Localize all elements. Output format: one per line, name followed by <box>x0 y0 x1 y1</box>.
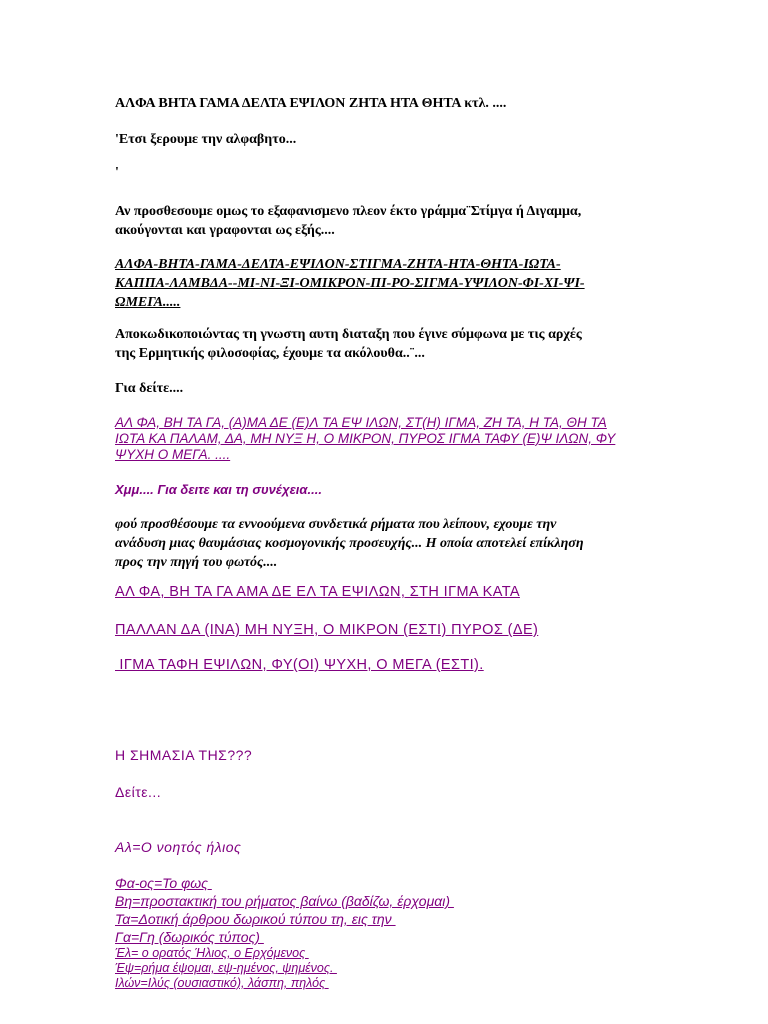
intro-line: ακούγονται και γραφονται ως εξής.... <box>115 223 335 238</box>
prayer-intro-line: φού προσθέσουμε τα εννοούμενα συνδετικά ρήματα που λείπουν, εχουμε την <box>115 517 557 532</box>
split-line: ΙΩΤΑ ΚΑ ΠΑΛΑΜ, ΔΑ, ΜΗ ΝΥΞ Η, Ο ΜΙΚΡΟΝ, ΠΥΡΟΣ ΙΓΜΑ ΤΑΦΥ (Ε)Ψ ΙΛΩΝ, ΦΥ <box>115 431 616 446</box>
glossary-item: Έλ= ο ορατός Ήλιος, ο Ερχόμενος <box>115 946 309 960</box>
hmm-line: Χμμ.... Για δειτε και τη συνέχεια.... <box>115 482 322 497</box>
alphabet-line: ΑΛΦΑ ΒΗΤΑ ΓΑΜΑ ΔΕΛΤΑ ΕΨΙΛΟΝ ΖΗΤΑ ΗΤΑ ΘΗΤΑ κτλ. .... <box>115 96 507 111</box>
split-line: ΑΛ ΦΑ, ΒΗ ΤΑ ΓΑ, (Α)ΜΑ ΔΕ (Ε)Λ ΤΑ ΕΨ ΙΛΩΝ, ΣΤ(Η) ΙΓΜΑ, ΖΗ ΤΑ, Η ΤΑ, ΘΗ ΤΑ <box>115 415 607 430</box>
glossary-item: Έψ=ρήμα έψομαι, εψ-ημένος, ψημένος. <box>115 961 337 975</box>
al-definition: Αλ=Ο νοητός ήλιος <box>115 839 242 855</box>
meaning-heading: Η ΣΗΜΑΣΙΑ ΤΗΣ??? <box>115 747 253 763</box>
glossary-item: Ιλών=Ιλύς (ουσιαστικό), λάσπη, πηλός <box>115 976 329 990</box>
see-short-label: Δείτε... <box>115 784 162 800</box>
apostrophe-mark: ' <box>115 165 119 180</box>
decoding-line: Αποκωδικοποιώντας τη γνωστη αυτη διαταξη που έγινε σύμφωνα με τις αρχές <box>115 327 582 342</box>
intro-paragraph <box>115 202 645 240</box>
intro-line: Αν προσθεσουμε ομως το εξαφανισμενο πλεον έκτο γράμμα¨Στίμγα ή Διγαμμα, <box>115 204 582 219</box>
prayer-intro-line: προς την πηγή του φωτός.... <box>115 555 278 570</box>
full-alphabet-line: ΩΜΕΓΑ..... <box>115 295 181 310</box>
prayer-verse-3: ΙΓΜΑ ΤΑΦΗ ΕΨΙΛΩΝ, ΦΥ(ΟΙ) ΨΥΧΗ, Ο ΜΕΓΑ (ΕΣΤΙ). <box>115 657 484 673</box>
glossary-item: Φα-ος=Το φως <box>115 875 212 891</box>
prayer-verse-2: ΠΑΛΛΑΝ ΔΑ (ΙΝΑ) ΜΗ ΝΥΞΗ, Ο ΜΙΚΡΟΝ (ΕΣΤΙ) ΠΥΡΟΣ (ΔΕ) <box>115 622 539 638</box>
split-words-paragraph <box>115 415 675 463</box>
full-alphabet-paragraph <box>115 255 645 312</box>
known-alphabet-line: 'Ετσι ξερουμε την αλφαβητο... <box>115 132 297 147</box>
split-line: ΨΥΧΗ Ο ΜΕΓΑ. .... <box>115 447 231 462</box>
glossary-list <box>115 874 645 991</box>
see-label: Για δείτε.... <box>115 381 184 396</box>
glossary-item: Βη=προστακτική του ρήματος βαίνω (βαδίζω, έρχομαι) <box>115 893 454 909</box>
decoding-line: της Ερμητικής φιλοσοφίας, έχουμε τα ακόλουθα..¨... <box>115 346 425 361</box>
glossary-item: Γα=Γη (δωρικός τύπος) <box>115 929 264 945</box>
prayer-intro-paragraph <box>115 515 675 572</box>
full-alphabet-line: ΚΑΠΠΑ-ΛΑΜΒΔΑ--ΜΙ-ΝΙ-ΞΙ-ΟΜΙΚΡΟΝ-ΠΙ-ΡΟ-ΣΙΓΜΑ-ΥΨΙΛΟΝ-ΦΙ-ΧΙ-ΨΙ- <box>115 276 585 291</box>
full-alphabet-line: ΑΛΦΑ-ΒΗΤΑ-ΓΑΜΑ-ΔΕΛΤΑ-ΕΨΙΛΟΝ-ΣΤΙΓΜΑ-ΖΗΤΑ-ΗΤΑ-ΘΗΤΑ-ΙΩΤΑ- <box>115 257 561 272</box>
prayer-verse-1: ΑΛ ΦΑ, ΒΗ ΤΑ ΓΑ ΑΜΑ ΔΕ ΕΛ ΤΑ ΕΨΙΛΩΝ, ΣΤΗ ΙΓΜΑ ΚΑΤΑ <box>115 584 520 600</box>
decoding-paragraph <box>115 325 645 363</box>
prayer-intro-line: ανάδυση μιας θαυμάσιας κοσμογονικής προσευχής... Η οποία αποτελεί επίκληση <box>115 536 584 551</box>
glossary-item: Τα=Δοτική άρθρου δωρικού τύπου τη, εις την <box>115 911 396 927</box>
